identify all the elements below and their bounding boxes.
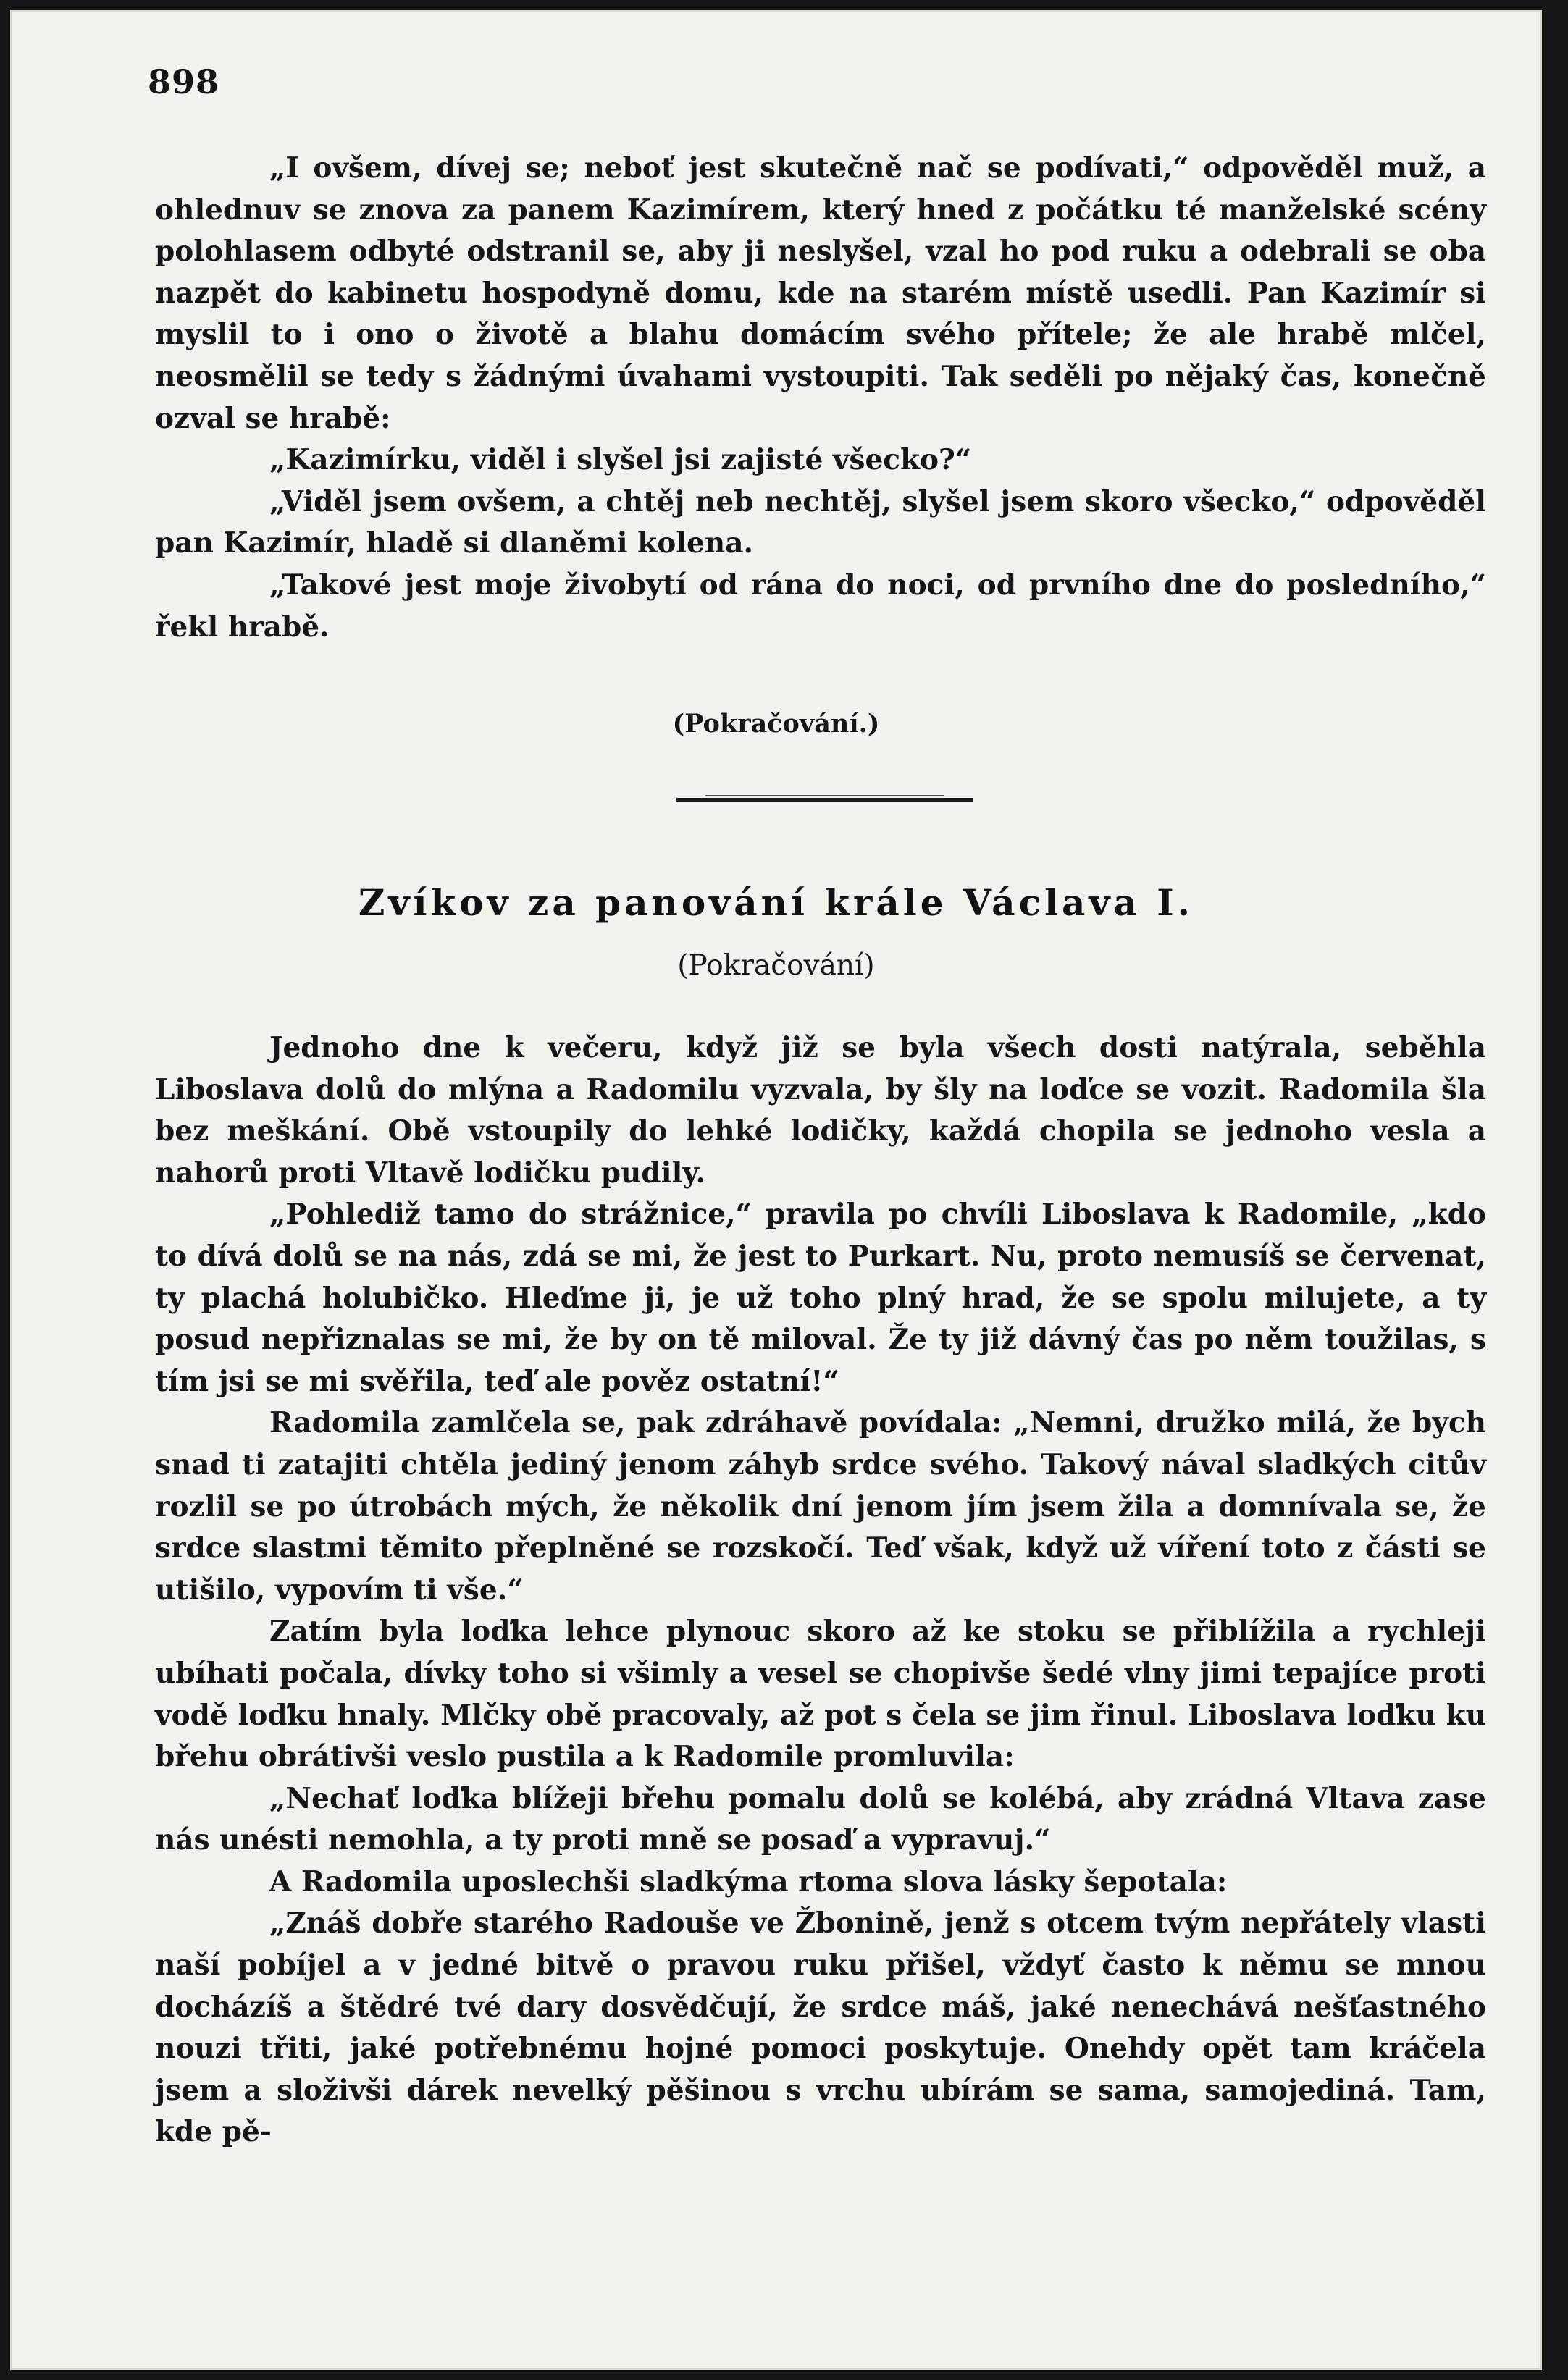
article-body <box>155 1027 1486 2153</box>
paragraph: „Pohlediž tamo do strážnice,“ pravila po chvíli Liboslava k Radomile, „kdo to dívá dolů se na nás, zdá se mi, že jest to Purkart. Nu, proto nemusíš se červenat, ty plachá holubičko. Hleďme ji, je už toho plný hrad, že se spolu milujete, a ty posud nepřiznalas se mi, že by on tě miloval. Že ty již dávný čas po něm toužilas, s tím jsi se mi svěřila, teď ale pověz ostatní!“ <box>155 1198 1486 1398</box>
paragraph: Zatím byla loďka lehce plynouc skoro až ke stoku se přiblížila a rychleji ubíhati počala, dívky toho si všimly a vesel se chopivše šedé vlny jimi tepajíce proti vodě loďku hnaly. Mlčky obě pracovaly, až pot s čela se jim řinul. Liboslava loďku ku břehu obrátivši veslo pustila a k Radomile promluvila: <box>155 1615 1486 1774</box>
paragraph: Radomila zamlčela se, pak zdráhavě povídala: „Nemni, družko milá, že bych snad ti zatajiti chtěla jediný jenom záhyb srdce svého. Takový nával sladkých citův rozlil se po útrobách mých, že několik dní jenom jím jsem žila a domnívala se, že srdce slastmi těmito přeplněné se rozskočí. Teď však, když už víření toto z části se utišilo, vypovím ti vše.“ <box>155 1406 1486 1607</box>
page-number: 898 <box>148 62 220 101</box>
paragraph: „Nechať loďka blížeji břehu pomalu dolů se kolébá, aby zrádná Vltava zase nás unésti nemohla, a ty proti mně se posaď a vypravuj.“ <box>155 1781 1486 1857</box>
paragraph: „Znáš dobře starého Radouše ve Žbonině, jenž s otcem tvým nepřátely vlasti naší pobíjel a v jedné bitvě o pravou ruku přišel, vždyť často k němu se mnou docházíš a štědré tvé dary dosvědčují, že srdce máš, jaké nenechává nešťastného nouzi třiti, jaké potřebnému hojné pomoci poskytuje. Onehdy opět tam kráčela jsem a složivši dárek nevelký pěšinou s vrchu ubírám se sama, samojediná. Tam, kde pě- <box>155 1906 1486 2149</box>
paragraph: „Kazimírku, viděl i slyšel jsi zajisté všecko?“ <box>269 443 972 477</box>
paragraph: „I ovšem, dívej se; neboť jest skutečně nač se podívati,“ odpověděl muž, a ohlednuv se znova za panem Kazimírem, který hned z počátku té manželské scény polohlasem odbyté odstranil se, aby ji neslyšel, vzal ho pod ruku a odebrali se oba nazpět do kabinetu hospodyně domu, kde na starém místě usedli. Pan Kazimír si myslil to i ono o životě a blahu domácím svého přítele; že ale hrabě mlčel, neosmělil se tedy s žádnými úvahami vystoupiti. Tak seděli po nějaký čas, konečně ozval se hrabě: <box>155 151 1486 435</box>
paragraph: „Viděl jsem ovšem, a chtěj neb nechtěj, slyšel jsem skoro všecko,“ odpověděl pan Kazimír, hladě si dlaněmi kolena. <box>155 484 1486 560</box>
article-subtitle: (Pokračování) <box>677 949 875 982</box>
paragraph: Jednoho dne k večeru, když již se byla všech dosti natýrala, seběhla Liboslava dolů do mlýna a Radomilu vyzvala, by šly na loďce se vozit. Radomila šla bez meškání. Obě vstoupily do lehké lodičky, každá chopila se jednoho vesla a nahorů proti Vltavě lodičku pudily. <box>155 1031 1486 1190</box>
section-divider <box>676 798 973 802</box>
continued-label: (Pokračování.) <box>672 709 880 739</box>
paragraph: A Radomila uposlechši sladkýma rtoma slova lásky šepotala: <box>269 1864 1228 1898</box>
paragraph: „Takové jest moje živobytí od rána do noci, od prvního dne do posledního,“ řekl hrabě. <box>155 568 1486 644</box>
article-title: Zvíkov za panování krále Václava I. <box>358 881 1194 924</box>
scanned-page <box>10 10 1542 2370</box>
top-text-block <box>155 148 1486 648</box>
